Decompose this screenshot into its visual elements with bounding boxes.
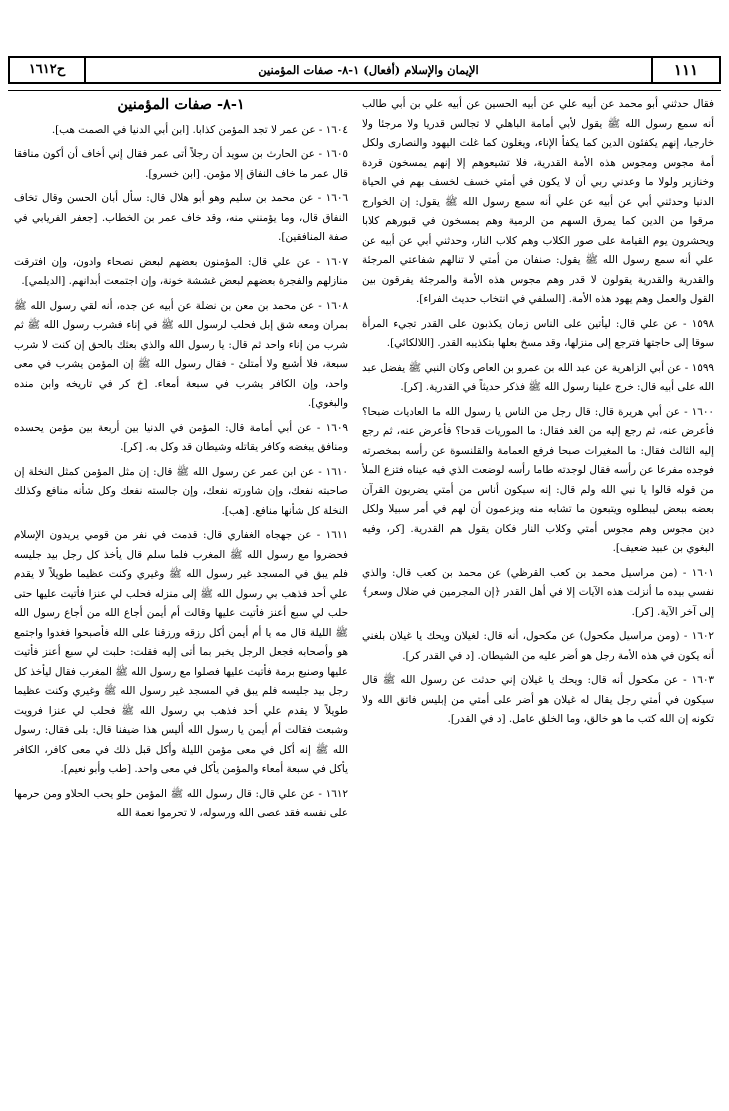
hadith-1611: ١٦١١ - عن جهجاه الغفاري قال: قدمت في نفر من قومي يريدون الإسلام فحضروا مع رسول الله ﷺ المغرب فلما سلم قال يأخذ كل رجل بيد جليسه فلم يبق في المسجد غير رسول الله ﷺ وغيري وكنت عظيما طويلاً لا يقدم علي أحد فذهب بي رسول الله ﷺ إلى منزله فحلب لي عنزا فأتيت عليها حتى حلب لي سبع أعنز فأتيت عليها وقالت أم أيمن أجاع الله من أجاع رسول الله ﷺ الليلة قال مه يا أم أيمن أكل رزقه ورزقنا على الله فأصبحوا فغدوا واجتمع هو وأصحابه فجعل الرجل يخبر بما أتى إليه فقلت: حلبت لي سبع أعنز فأتيت عليها وصنيع برمة فأتيت عليها فصلوا مع رسول الله ﷺ المغرب فقال ليأخذ كل رجل بيد جليسه فلم يبق في المسجد غير رسول الله ﷺ وغيري وكنت عظيما طويلاً لا يقدم علي أحد فذهب بي رسول الله ﷺ فحلب لي عنزا فرويت وشبعت فقالت أم أيمن يا رسول الله أليس هذا ضيفنا قال: بلى فقال: رسول الله ﷺ إنه أكل في معى مؤمن الليلة وأكل قبل ذلك في معى كافر، الكافر يأكل في سبعة أمعاء والمؤمن يأكل في معى واحد. [طب وأبو نعيم]. — [14, 529, 348, 775]
hadith-1603: ١٦٠٣ - عن مكحول أنه قال: ويحك يا غيلان إني حدثت عن رسول الله ﷺ قال سيكون في أمتي رجل يقال له غيلان هو أضر على أمتي من إبليس فاتق الله ولا تكونه إن الله كتب ما هو خالق، وما الخلق عامل. [د في القدر]. — [362, 674, 714, 725]
header-rule — [8, 90, 721, 91]
page-header — [8, 56, 721, 84]
right-column — [362, 95, 714, 735]
hadith-1600: ١٦٠٠ - عن أبي هريرة قال: قال رجل من الناس يا رسول الله ما العاديات ضبحا؟ فأعرض عنه، ثم رجع إليه من الغد فقال: ما الموريات قدحا؟ فأعرض عنه، ثم رجع إليه الثالث فقال: ما المغيرات صبحا فرفع العمامة والقلنسوة عن رأسه بمخصرته فوجده مفرعا عن رأسه فقال لوجدته طاما رأسه لوضعت الذي فيه عيناه فتزع الملأ من قوله قالوا يا نبي الله ولم قال: إنه سيكون أناس من أمتي يضربون القرآن بعضه ببعض ليبطلوه ويتبعون ما تشابه منه ويزعمون أن لهم في أمر سبيلا ولكل دين مجوس وهم مجوس أمتي وكلاب النار فكان يقول هم القدرية. [كر، وفيه البغوي بن عبيد ضعيف]. — [362, 405, 714, 554]
hadith-1607: ١٦٠٧ - عن علي قال: المؤمنون بعضهم لبعض نصحاء وادون، وإن افترقت منازلهم والفجرة بعضهم لبعض غششة خونة، وإن اجتمعت أبدانهم. [الديلمي]. — [14, 255, 348, 287]
hadith-1605: ١٦٠٥ - عن الحارث بن سويد أن رجلاً أتى عمر فقال إني أخاف أن أكون منافقا قال عمر ما خاف النفاق إلا مؤمن. [ابن خسرو]. — [14, 148, 348, 180]
volume-number: ح١٦١٢ — [10, 58, 86, 82]
section-title: ١-٨- صفات المؤمنين — [117, 96, 245, 113]
running-title: الإيمان والإسلام (أفعال) ١-٨- صفات المؤمنين — [258, 63, 479, 77]
hadith-1612: ١٦١٢ - عن علي قال: قال رسول الله ﷺ المؤمن حلو يحب الحلاو ومن حرمها على نفسه فقد عصى الله ورسوله، لا تحرموا نعمة الله — [14, 787, 348, 819]
hadith-1598: ١٥٩٨ - عن علي قال: ليأتين على الناس زمان يكذبون على القدر تجيء المرأة سوقا إلى حاجتها فترجع إلى منزلها، وقد مسخ بعلها بتكذيبه القدر. [اللالكائي]. — [362, 317, 714, 349]
hadith-1601: ١٦٠١ - (من مراسيل محمد بن كعب القرظي) عن محمد بن كعب قال: والذي نفسي بيده ما أنزلت هذه الآيات إلا في أهل القدر ﴿إن المجرمين في ضلال وسعر﴾ إلى آخر الآية. [كر]. — [362, 566, 714, 618]
hadith-1602: ١٦٠٢ - (ومن مراسيل مكحول) عن مكحول، أنه قال: لغيلان ويحك يا غيلان بلغني أنه يكون في هذه الأمة رجل هو أضر عليه من الشيطان. [د في القدر كر]. — [362, 630, 714, 662]
page-number: ١١١ — [651, 58, 719, 82]
hadith-1604: ١٦٠٤ - عن عمر لا تجد المؤمن كذابا. [ابن أبي الدنيا في الصمت هب]. — [51, 123, 348, 136]
hadith-1606: ١٦٠٦ - عن محمد بن سليم وهو أبو هلال قال: سأل أبان الحسن وقال تخاف النفاق قال، وما يؤمنني منه، وقد خاف عمر بن الخطاب. [جعفر الفريابي في صفة المنافقين]. — [14, 192, 348, 243]
hadith-1609: ١٦٠٩ - عن أبي أمامة قال: المؤمن في الدنيا بين أربعة بين مؤمن يحسده ومنافق يبغضه وكافر يقاتله وشيطان قد وكل به. [كر]. — [14, 421, 348, 453]
hadith-1610: ١٦١٠ - عن ابن عمر عن رسول الله ﷺ قال: إن مثل المؤمن كمثل النخلة إن صاحبته نفعك، وإن شاورته نفعك، وإن جالسته نفعك وكل شأنه منافع وكذلك النخلة كل شأنها منافع. [هب]. — [14, 465, 348, 517]
hadith-1608: ١٦٠٨ - عن محمد بن معن بن نضلة عن أبيه عن جده، أنه لقي رسول الله ﷺ بمران ومعه شق إبل فحلب لرسول الله ﷺ في إناء فشرب رسول الله ﷺ ثم شرب من إناء واحد ثم قال: يا رسول الله والذي بعثك بالحق إن كنت لا شرب سبعة، فلا أشبع ولا أمتلئ - فقال رسول الله ﷺ إن المؤمن يشرب في معى واحد، وإن الكافر يشرب في سبعة أمعاء. [خ كر في تاريخه وابن منده والبغوي]. — [14, 299, 348, 409]
paragraph: فقال حدثني أبو محمد عن أبيه علي عن أبيه الحسين عن أبيه علي بن أبي طالب أنه سمع رسول الله ﷺ يقول لأبي أمامة الباهلي لا تجالس قدريا ولا مرجئا ولا خارجيا، إنهم يكفئون الدين كما يكفأ الإناء، ويغلون كما غلت اليهود والنصارى ولكل أمة مجوس ومجوس هذه الأمة القدرية، فلا تشيعوهم إلا إنهم يمسخون قردة وخنازير ولولا ما وعدني ربي أن لا يكون في أمتي خسف لخسف بهم في الحياة الدنيا وحدثني أبي عن أبيه عن علي أنه سمع رسول الله ﷺ يقول: إن الخوارج مرقوا من الدين كما يمرق السهم من الرمية وهم يمسخون في قبورهم كلابا ويحشرون يوم القيامة على صور الكلاب وهم كلاب النار، وحدثني أبي عن أبيه عن علي أنه سمع رسول الله ﷺ يقول: صنفان من أمتي لا تنالهم شفاعتي المرجئة والقدرية والقدرية يقولون لا قدر وهم مجوس هذه الأمة والمرجئة يفرقون بين القول والعمل وهم يهود هذه الأمة. [السلفي في انتخاب حديث الفراء]. — [362, 98, 714, 305]
hadith-1599: ١٥٩٩ - عن أبي الزاهرية عن عبد الله بن عمرو بن العاص وكان النبي ﷺ يفضل عبد الله على أبيه قال: خرج علينا رسول الله ﷺ فذكر حديثاً في القدرية. [كر]. — [362, 361, 714, 393]
left-column — [14, 95, 348, 829]
